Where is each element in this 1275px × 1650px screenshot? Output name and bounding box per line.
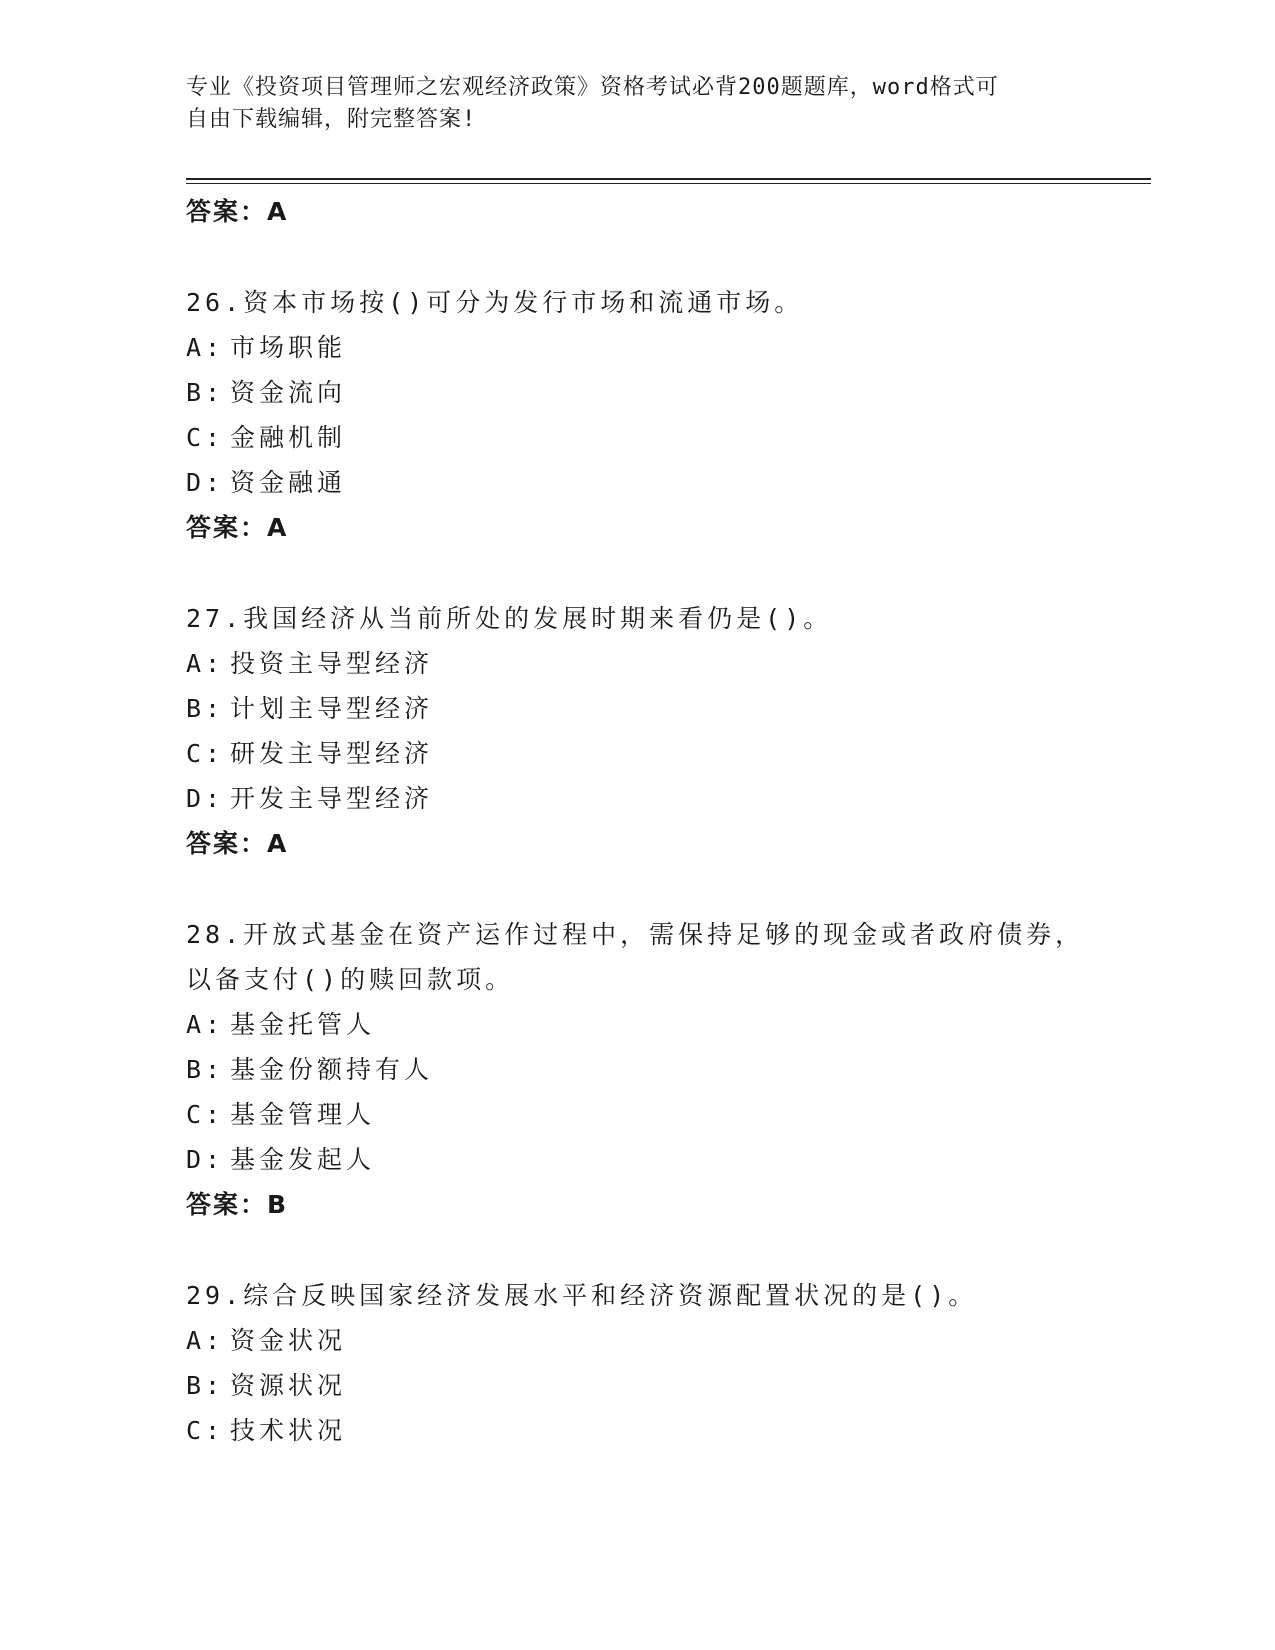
answer-option xyxy=(186,1002,1151,1047)
answer-option xyxy=(186,641,1151,686)
question-text: 27.我国经济从当前所处的发展时期来看仍是()。 xyxy=(186,604,833,633)
option-letter: D: xyxy=(186,468,225,497)
option-text: 基金管理人 xyxy=(230,1100,376,1129)
answer-option xyxy=(186,370,1151,415)
answer-option xyxy=(186,460,1151,505)
option-letter: A: xyxy=(186,1010,225,1039)
option-text: 基金份额持有人 xyxy=(230,1055,434,1084)
answer-option xyxy=(186,686,1151,731)
option-letter: B: xyxy=(186,378,225,407)
question-block xyxy=(186,596,1151,866)
answer-option xyxy=(186,1137,1151,1182)
header-divider-thin xyxy=(186,183,1151,184)
option-letter: D: xyxy=(186,784,225,813)
option-letter: A: xyxy=(186,333,225,362)
option-letter: C: xyxy=(186,739,225,768)
question-block xyxy=(186,280,1151,550)
header-line-1: 专业《投资项目管理师之宏观经济政策》资格考试必背200题题库，word格式可 xyxy=(186,75,999,100)
answer-option xyxy=(186,325,1151,370)
option-letter: B: xyxy=(186,694,225,723)
option-letter: B: xyxy=(186,1055,225,1084)
answer-option xyxy=(186,731,1151,776)
header-divider-thick xyxy=(186,178,1151,180)
option-text: 基金发起人 xyxy=(230,1145,376,1174)
answer-option xyxy=(186,1318,1151,1363)
option-text: 资源状况 xyxy=(230,1371,347,1400)
option-text: 开发主导型经济 xyxy=(230,784,434,813)
question-spacer xyxy=(186,550,1151,596)
answer-option xyxy=(186,1047,1151,1092)
previous-answer: 答案：A xyxy=(186,197,289,226)
option-text: 资金流向 xyxy=(230,378,347,407)
option-text: 投资主导型经济 xyxy=(230,649,434,678)
option-letter: C: xyxy=(186,423,225,452)
document-header xyxy=(186,72,1066,136)
question-block xyxy=(186,1273,1151,1453)
question-block xyxy=(186,912,1151,1227)
option-letter: A: xyxy=(186,649,225,678)
question-answer: 答案：A xyxy=(186,829,289,858)
question-spacer xyxy=(186,1227,1151,1273)
option-text: 研发主导型经济 xyxy=(230,739,434,768)
option-text: 金融机制 xyxy=(230,423,347,452)
answer-option xyxy=(186,1092,1151,1137)
questions-container xyxy=(186,234,1151,1453)
answer-option xyxy=(186,776,1151,821)
question-answer: 答案：A xyxy=(186,513,289,542)
option-text: 资金融通 xyxy=(230,468,347,497)
question-spacer xyxy=(186,234,1151,280)
option-letter: C: xyxy=(186,1416,225,1445)
option-letter: B: xyxy=(186,1371,225,1400)
answer-option xyxy=(186,1408,1151,1453)
question-text: 26.资本市场按()可分为发行市场和流通市场。 xyxy=(186,288,804,317)
option-text: 技术状况 xyxy=(230,1416,347,1445)
question-text: 以备支付()的赎回款项。 xyxy=(186,965,515,994)
option-letter: A: xyxy=(186,1326,225,1355)
option-letter: D: xyxy=(186,1145,225,1174)
answer-option xyxy=(186,415,1151,460)
question-list xyxy=(186,189,1151,1453)
option-text: 市场职能 xyxy=(230,333,347,362)
question-text: 28.开放式基金在资产运作过程中，需保持足够的现金或者政府债券， xyxy=(186,920,1085,949)
option-letter: C: xyxy=(186,1100,225,1129)
question-text: 29.综合反映国家经济发展水平和经济资源配置状况的是()。 xyxy=(186,1281,978,1310)
option-text: 计划主导型经济 xyxy=(230,694,434,723)
option-text: 资金状况 xyxy=(230,1326,347,1355)
answer-option xyxy=(186,1363,1151,1408)
question-spacer xyxy=(186,866,1151,912)
header-line-2: 自由下载编辑，附完整答案! xyxy=(186,107,477,132)
question-answer: 答案：B xyxy=(186,1190,289,1219)
option-text: 基金托管人 xyxy=(230,1010,376,1039)
